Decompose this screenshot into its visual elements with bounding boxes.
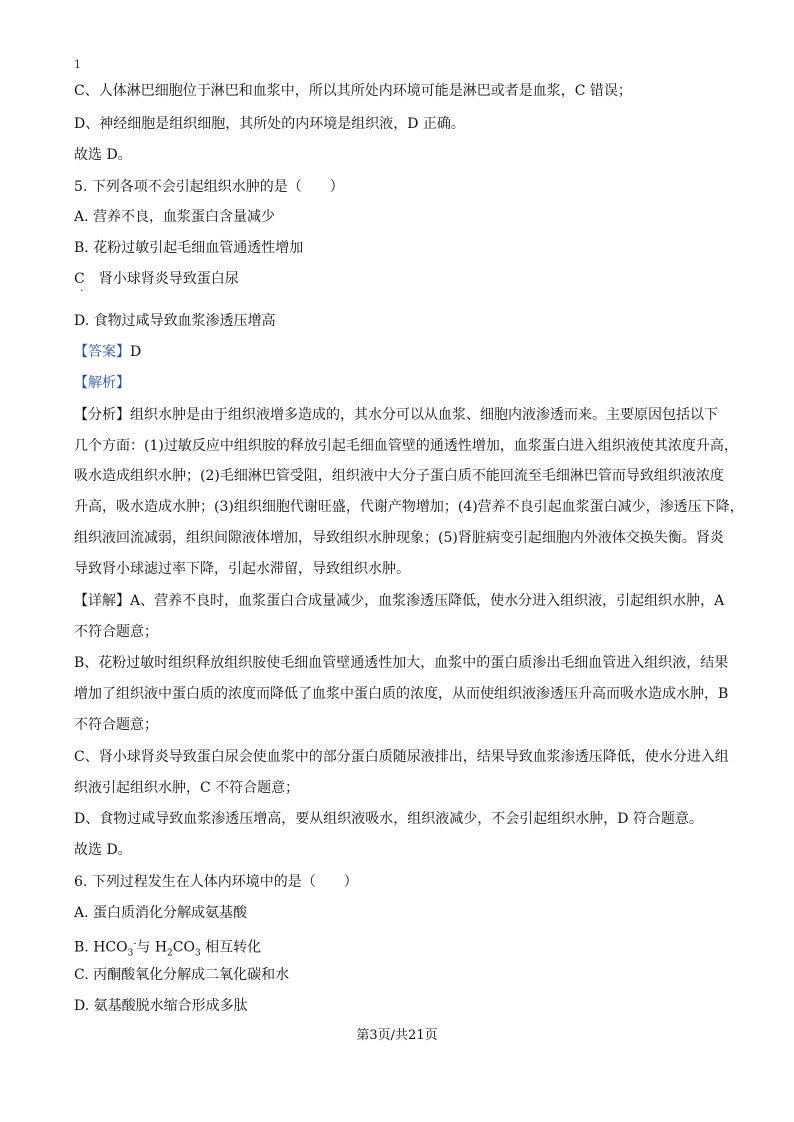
page-number-mark: 1 <box>74 58 81 71</box>
fenxi-line-3: 吸水造成组织水肿；(2)毛细淋巴管受阻，组织液中大分子蛋白质不能回流至毛细淋巴管而导致组织液浓度 <box>74 468 724 484</box>
prev-conclusion: 故选 D。 <box>74 147 132 163</box>
option-b-mid-2: CO <box>172 939 195 956</box>
answer-line <box>74 343 141 361</box>
option-b-suffix: 相互转化 <box>200 939 262 956</box>
question-6-stem: 6. 下列过程发生在人体内环境中的是（ ） <box>74 874 358 890</box>
question-6-option-a: A. 蛋白质消化分解成氨基酸 <box>74 905 248 921</box>
fenxi-line-1 <box>74 406 718 424</box>
fenxi-line-6: 导致肾小球滤过率下降，引起水滞留，导致组织水肿。 <box>74 561 410 577</box>
page-footer: 第3页/共21页 <box>356 1028 438 1043</box>
option-b-mid: 与 H <box>136 939 168 956</box>
option-b-sub-3: 3 <box>194 948 201 959</box>
question-5-option-b: B. 花粉过敏引起毛细血管通透性增加 <box>74 240 304 256</box>
question-5-option-d: D. 食物过咸导致血浆渗透压增高 <box>74 313 276 329</box>
fenxi-line-4: 升高，吸水造成水肿；(3)组织细胞代谢旺盛，代谢产物增加；(4)营养不良引起血浆蛋白减少，渗透压下降， <box>74 499 744 515</box>
xiangjie-line-3: B、花粉过敏时组织释放组织胺使毛细血管壁通透性加大，血浆中的蛋白质渗出毛细血管进入组织液，结果 <box>74 655 729 671</box>
question-5-option-a: A. 营养不良，血浆蛋白含量减少 <box>74 209 276 225</box>
question-6-option-d: D. 氨基酸脱水缩合形成多肽 <box>74 998 248 1014</box>
xiangjie-line-1 <box>74 592 724 610</box>
option-b-sub-2: 2 <box>167 948 173 959</box>
question-6-option-b <box>74 935 261 962</box>
xiangjie-line-4: 增加了组织液中蛋白质的浓度而降低了血浆中蛋白质的浓度，从而使组织液渗透压升高而吸水造成水肿，B <box>74 686 729 702</box>
fenxi-line-2: 几个方面：(1)过敏反应中组织胺的释放引起毛细血管壁的通透性增加，血浆蛋白进入组织液使其浓度升高， <box>74 438 738 454</box>
prev-option-d-explanation: D、神经细胞是组织细胞，其所处的内环境是组织液，D 正确。 <box>74 116 465 132</box>
fenxi-line-5: 组织液回流减弱，组织间隙液体增加，导致组织水肿现象；(5)肾脏病变引起细胞内外液体交换失衡。肾炎 <box>74 530 724 546</box>
fenxi-tag: 【分析】 <box>74 407 130 423</box>
xiangjie-line-5: 不符合题意； <box>74 717 158 733</box>
xiangjie-text-1: A、营养不良时，血浆蛋白合成量减少，血浆渗透压降低，使水分进入组织液，引起组织水肿，A <box>130 593 725 609</box>
xiangjie-line-6: C、肾小球肾炎导致蛋白尿会使血浆中的部分蛋白质随尿液排出，结果导致血浆渗透压降低，使水分进入组 <box>74 749 729 765</box>
xiangjie-line-2: 不符合题意； <box>74 624 158 640</box>
question-5-option-c: C 肾小球肾炎导致蛋白尿 <box>74 271 239 287</box>
answer-value: D <box>130 344 142 360</box>
question-5-stem: 5. 下列各项不会引起组织水肿的是（ ） <box>74 179 344 195</box>
option-b-prefix: B. HCO <box>74 939 128 956</box>
xiangjie-line-7: 织液引起组织水肿，C 不符合题意； <box>74 780 300 796</box>
prev-option-c-explanation: C、人体淋巴细胞位于淋巴和血浆中，所以其所处内环境可能是淋巴或者是血浆，C 错误； <box>74 83 632 99</box>
fenxi-text-1: 组织水肿是由于组织液增多造成的，其水分可以从血浆、细胞内液渗透而来。主要原因包括以下 <box>130 407 718 423</box>
option-b-sub-1: 3 <box>127 948 134 959</box>
stray-dot-mark: · <box>80 284 84 297</box>
xiangjie-line-8: D、食物过咸导致血浆渗透压增高，要从组织液吸水，组织液减少，不会引起组织水肿，D 符合题意。 <box>74 811 703 827</box>
answer-tag: 【答案】 <box>74 344 130 360</box>
question-6-option-c: C. 丙酮酸氧化分解成二氧化碳和水 <box>74 967 290 983</box>
xiangjie-conclusion: 故选 D。 <box>74 842 132 858</box>
xiangjie-tag: 【详解】 <box>74 593 130 609</box>
analysis-tag: 【解析】 <box>74 375 130 391</box>
analysis-heading <box>74 374 130 392</box>
option-b-sup-1: - <box>133 939 137 949</box>
